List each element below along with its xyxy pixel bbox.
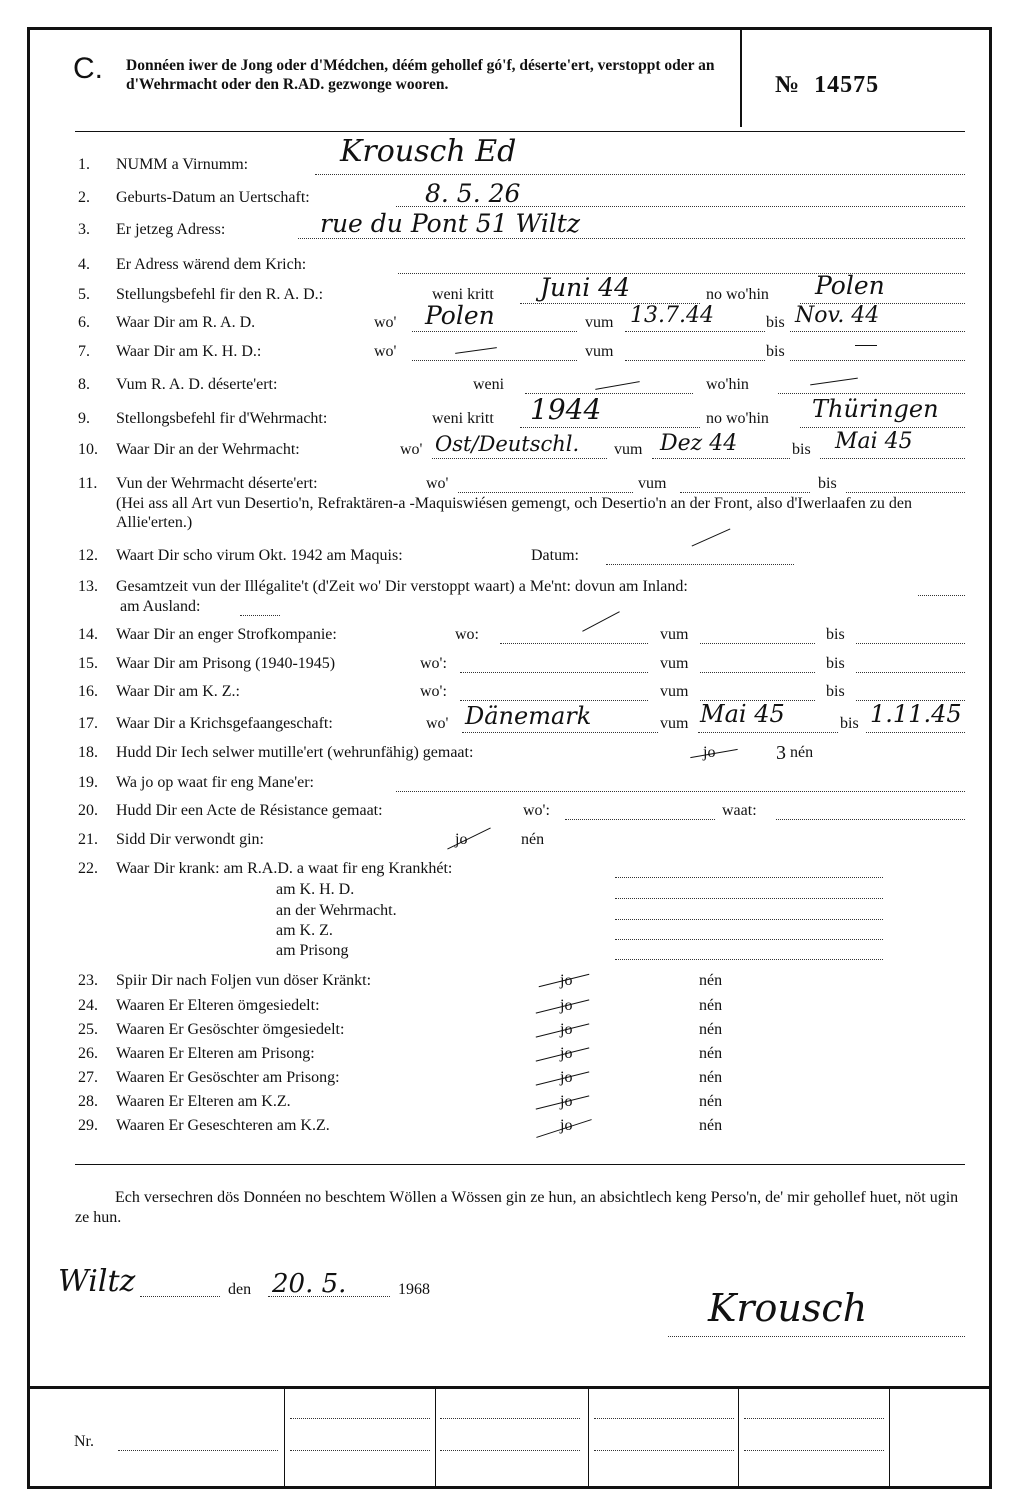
answer-nen[interactable]: nén bbox=[699, 1093, 723, 1110]
row-11: 11. Vun der Wehrmacht déserte'ert: bbox=[78, 475, 318, 492]
nr-label: Nr. bbox=[74, 1433, 94, 1450]
answer-nen[interactable]: nén bbox=[790, 744, 814, 761]
wehrmacht-from[interactable]: Dez 44 bbox=[660, 431, 738, 456]
row-25: 25. Waaren Er Gesöschter ömgesiedelt: bbox=[78, 1021, 345, 1038]
answer-jo[interactable]: jo bbox=[703, 744, 716, 761]
wehrmacht-to[interactable]: Mai 45 bbox=[835, 429, 913, 454]
sign-date[interactable]: 20. 5. bbox=[272, 1269, 347, 1299]
row-7: 7. Waar Dir am K. H. D.: bbox=[78, 343, 262, 360]
pow-to[interactable]: 1.11.45 bbox=[870, 700, 962, 728]
row-19: 19. Wa jo op waat fir eng Mane'er: bbox=[78, 774, 314, 791]
address-value[interactable]: rue du Pont 51 Wiltz bbox=[320, 209, 581, 238]
sign-place[interactable]: Wiltz bbox=[58, 1264, 136, 1299]
answer-jo[interactable]: jo bbox=[560, 997, 573, 1014]
row-13: 13. Gesamtzeit vun der Illégalite't (d'Zeit wo' Dir verstoppt waart) a Me'nt: dovun am Inland: bbox=[78, 578, 688, 595]
row-23: 23. Spiir Dir nach Foljen vun döser Kränkt: bbox=[78, 972, 372, 989]
footer-rule bbox=[30, 1386, 989, 1389]
rad-from[interactable]: 13.7.44 bbox=[630, 303, 714, 328]
row-3: 3. Er jetzeg Adress: bbox=[78, 221, 226, 238]
row-16: 16. Waar Dir am K. Z.: bbox=[78, 683, 240, 700]
name-value[interactable]: Krousch Ed bbox=[340, 134, 517, 169]
row-5: 5. Stellungsbefehl fir den R. A. D.: bbox=[78, 286, 324, 303]
section-rule bbox=[75, 1164, 965, 1165]
wehrmacht-place[interactable]: Ost/Deutschl. bbox=[435, 432, 580, 456]
form-number bbox=[775, 72, 879, 99]
answer-jo[interactable]: jo bbox=[560, 1069, 573, 1086]
desertion-note: (Hei ass all Art vun Desertio'n, Refraktären-a -Maquiswiésen gemengt, och Desertio'n an der Front, also d'Iwerlaafen zu den Allie'erten.) bbox=[116, 495, 912, 531]
answer-nen[interactable]: nén bbox=[699, 997, 723, 1014]
row-18: 18. Hudd Dir Iech selwer mutille'ert (wehrunfähig) gemaat: bbox=[78, 744, 474, 761]
row-17: 17. Waar Dir a Krichsgefaangeschaft: bbox=[78, 715, 333, 732]
rad-order-date[interactable]: Juni 44 bbox=[540, 273, 630, 302]
pow-from[interactable]: Mai 45 bbox=[700, 700, 785, 728]
answer-jo[interactable]: jo bbox=[560, 1021, 573, 1038]
number-symbol: № bbox=[775, 72, 801, 98]
number-value: 14575 bbox=[814, 72, 880, 98]
answer-nen[interactable]: nén bbox=[699, 1069, 723, 1086]
header-divider bbox=[740, 30, 742, 127]
birth-value[interactable]: 8. 5. 26 bbox=[425, 179, 521, 208]
answer-nen[interactable]: nén bbox=[699, 1021, 723, 1038]
row-28: 28. Waaren Er Elteren am K.Z. bbox=[78, 1093, 291, 1110]
row-20: 20. Hudd Dir een Acte de Résistance gemaat: bbox=[78, 802, 383, 819]
declaration: Ech versechren dös Donnéen no beschtem Wöllen a Wössen gin ze hun, an absichtlech keng Perso'n, de' mir gehollef huet, nöt ugin ze hun. bbox=[75, 1189, 959, 1226]
pow-place[interactable]: Dänemark bbox=[465, 702, 592, 730]
row-21: 21. Sidd Dir verwondt gin: bbox=[78, 831, 264, 848]
row-10: 10. Waar Dir an der Wehrmacht: bbox=[78, 441, 300, 458]
rad-place[interactable]: Polen bbox=[425, 301, 495, 330]
row-27: 27. Waaren Er Gesöschter am Prisong: bbox=[78, 1069, 340, 1086]
row-4: 4. Er Adress wärend dem Krich: bbox=[78, 256, 307, 273]
answer-jo[interactable]: jo bbox=[560, 972, 573, 989]
answer-jo[interactable]: jo bbox=[455, 831, 468, 848]
row-24: 24. Waaren Er Elteren ömgesiedelt: bbox=[78, 997, 320, 1014]
answer-jo[interactable]: jo bbox=[560, 1045, 573, 1062]
answer-nen[interactable]: nén bbox=[699, 1045, 723, 1062]
answer-nen[interactable]: nén bbox=[699, 972, 723, 989]
wehrmacht-order-date[interactable]: 1944 bbox=[530, 393, 602, 426]
sign-year: 1968 bbox=[398, 1281, 430, 1298]
rad-order-place[interactable]: Polen bbox=[815, 271, 885, 300]
strike-mark bbox=[855, 345, 877, 346]
answer-jo[interactable]: jo bbox=[560, 1093, 573, 1110]
answer-nen[interactable]: nén bbox=[521, 831, 545, 848]
row-1: 1. NUMM a Virnumm: bbox=[78, 156, 249, 173]
row-8: 8. Vum R. A. D. déserte'ert: bbox=[78, 376, 278, 393]
den-label: den bbox=[228, 1281, 252, 1298]
row-14: 14. Waar Dir an enger Strofkompanie: bbox=[78, 626, 337, 643]
row-6: 6. Waar Dir am R. A. D. bbox=[78, 314, 256, 331]
answer-nen[interactable]: nén bbox=[699, 1117, 723, 1134]
row-9: 9. Stellongsbefehl fir d'Wehrmacht: bbox=[78, 410, 328, 427]
header-rule bbox=[75, 131, 965, 132]
row-15: 15. Waar Dir am Prisong (1940-1945) bbox=[78, 655, 336, 672]
section-letter: C. bbox=[73, 52, 103, 85]
wehrmacht-order-place[interactable]: Thüringen bbox=[812, 395, 939, 423]
row-2: 2. Geburts-Datum an Uertschaft: bbox=[78, 189, 310, 206]
answer-jo[interactable]: jo bbox=[560, 1117, 573, 1134]
row-12: 12. Waart Dir scho virum Okt. 1942 am Maquis: bbox=[78, 547, 403, 564]
row-26: 26. Waaren Er Elteren am Prisong: bbox=[78, 1045, 315, 1062]
section-intro: Donnéen iwer de Jong oder d'Médchen, déém gehollef gó'f, déserte'ert, verstoppt oder an d'Wehrmacht oder den R.AD. gezwonge wooren. bbox=[126, 57, 715, 93]
signature[interactable]: Krousch bbox=[708, 1286, 868, 1330]
rad-to[interactable]: Nov. 44 bbox=[795, 303, 880, 328]
row-29: 29. Waaren Er Geseschteren am K.Z. bbox=[78, 1117, 330, 1134]
row-22: 22. Waar Dir krank: am R.A.D. a waat fir eng Krankhét: bbox=[78, 860, 453, 877]
